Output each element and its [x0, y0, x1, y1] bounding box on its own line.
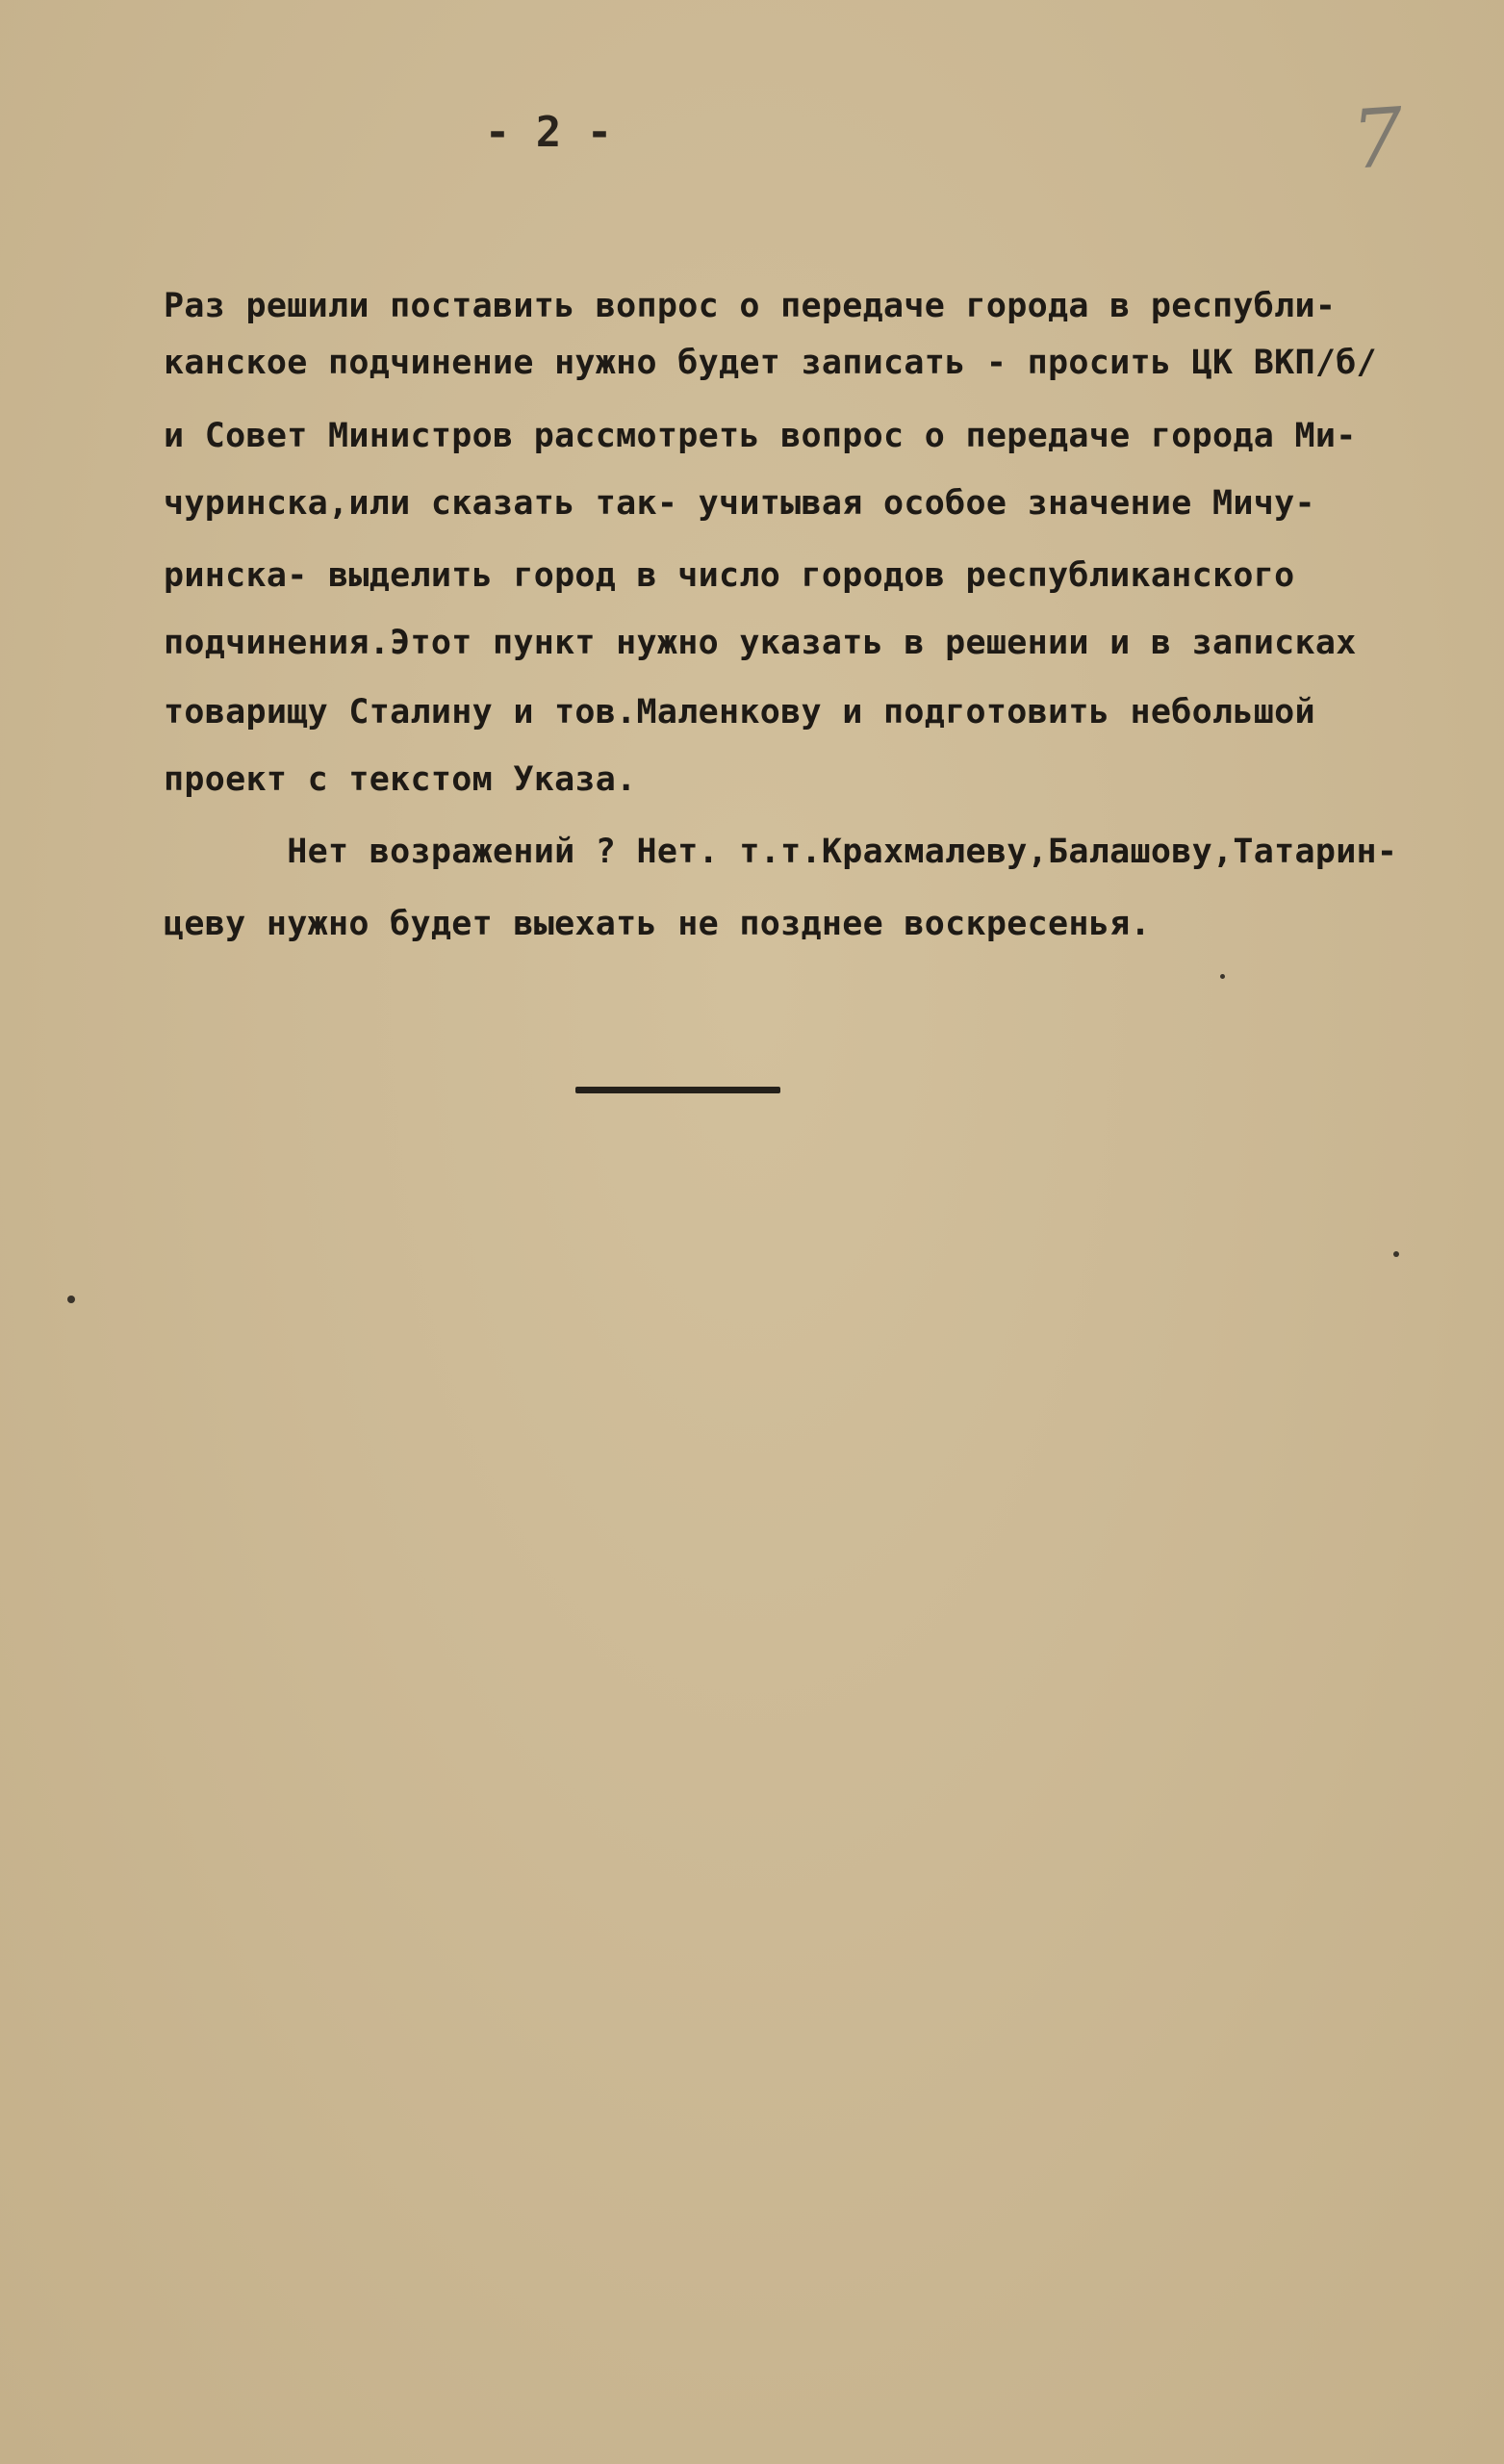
page-number: - 2 -: [484, 108, 613, 157]
text-line: товарищу Сталину и тов.Маленкову и подготовить небольшой: [164, 693, 1315, 732]
text-line: Нет возражений ? Нет. т.т.Крахмалеву,Балашову,Татарин-: [164, 833, 1398, 871]
archive-folio-number: 7: [1348, 90, 1407, 188]
text-line: подчинения.Этот пункт нужно указать в решении и в записках: [164, 624, 1357, 662]
paper-speck: [1393, 1251, 1399, 1257]
text-line: ринска- выделить город в число городов республиканского: [164, 556, 1295, 595]
paper-speck: [1220, 974, 1225, 979]
text-line: проект с текстом Указа.: [164, 760, 637, 799]
text-line: канское подчинение нужно будет записать - просить ЦК ВКП/б/: [164, 344, 1377, 382]
text-line: цеву нужно будет выехать не позднее воскресенья.: [164, 905, 1151, 943]
text-line: и Совет Министров рассмотреть вопрос о передаче города Ми-: [164, 417, 1357, 455]
closing-divider-line: [575, 1087, 780, 1093]
text-line: чуринска,или сказать так- учитывая особое значение Мичу-: [164, 484, 1315, 523]
text-line: Раз решили поставить вопрос о передаче города в республи-: [164, 287, 1337, 325]
paper-speck: [67, 1296, 75, 1303]
